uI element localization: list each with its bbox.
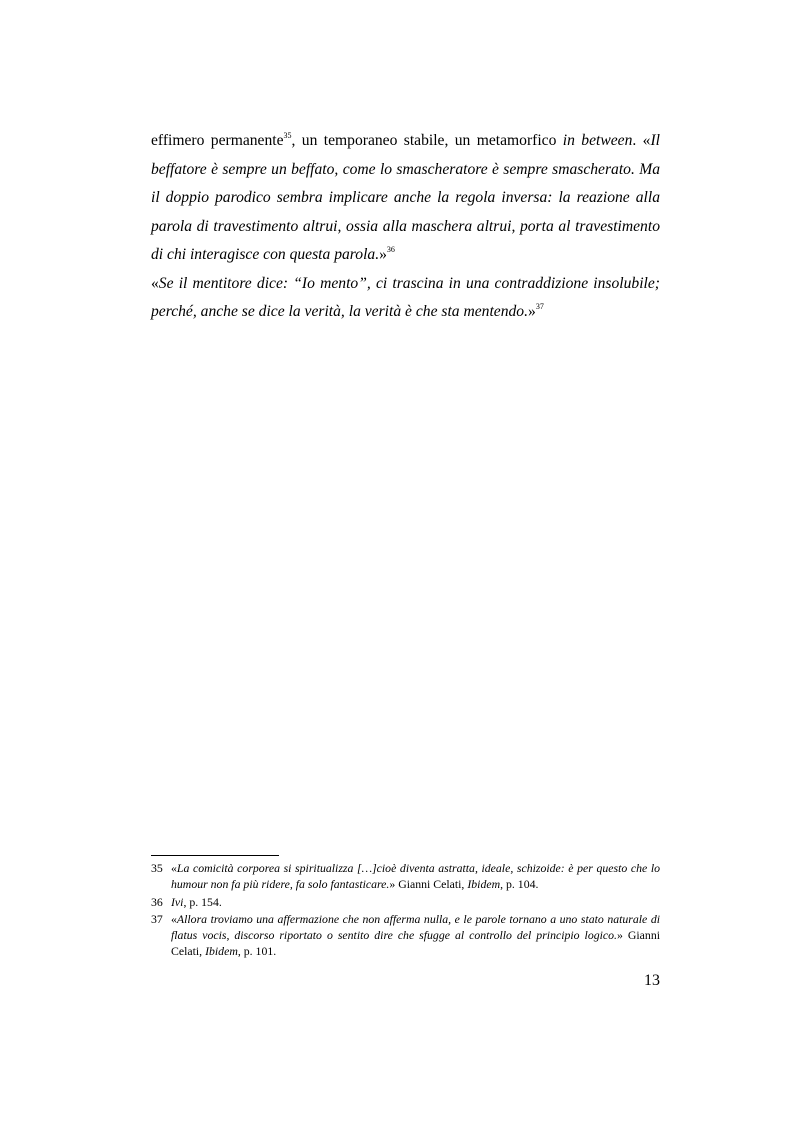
- italic-run: Ivi: [171, 894, 184, 909]
- text-run: «: [171, 911, 177, 926]
- paragraph-1: [151, 127, 660, 270]
- text-run: , p. 101.: [237, 944, 277, 959]
- text-run: «: [151, 274, 159, 292]
- italic-run: Ibidem: [205, 944, 238, 959]
- text-run: »: [528, 303, 536, 320]
- footnote-number: 36: [151, 894, 163, 909]
- italic-run: La comicità corporea si spiritualizza […]cioè diventa astratta, ideale, schizoide: è per questo che lo humour non fa più ridere, fa solo fantasticare.: [171, 861, 660, 892]
- footnote-ref-37[interactable]: 37: [535, 302, 544, 311]
- text-run: , p. 154.: [183, 894, 222, 909]
- quotation-italic: Se il mentitore dice: “Io mento”, ci trascina in una contraddizione insolubile; perché, anche se dice la verità, la verità è che sta mentendo.: [151, 274, 660, 320]
- text-run: , p. 104.: [500, 877, 539, 892]
- footnote-35: [151, 860, 660, 893]
- page-number: 13: [644, 972, 660, 989]
- text-run: , un temporaneo stabile, un metamorfico: [291, 132, 563, 149]
- footnote-number: 37: [151, 911, 163, 926]
- text-run: » Gianni Celati,: [171, 928, 660, 959]
- footnote-ref-36[interactable]: 36: [386, 245, 395, 254]
- italic-run: Ibidem: [467, 877, 501, 892]
- text-run: » Gianni Celati,: [389, 877, 468, 892]
- text-run: «: [171, 861, 177, 875]
- italic-run: in between: [562, 132, 633, 149]
- footnote-36: [151, 894, 660, 910]
- quotation-italic: Il beffatore è sempre un beffato, come lo smascheratore è sempre smascherato. Ma il doppio parodico sembra implicare anche la regola inversa: la reazione alla parola di travestimento altrui, ossia alla maschera altrui, porta al travestimento di chi interagisce con questa parola.: [151, 132, 660, 263]
- footnote-ref-35[interactable]: 35: [283, 131, 292, 140]
- paragraph-2: [151, 270, 660, 327]
- text-run: »: [379, 246, 387, 263]
- footnote-number: 35: [151, 861, 163, 875]
- footnotes: [151, 860, 660, 961]
- text-run: effimero permanente: [151, 132, 284, 149]
- italic-run: Allora troviamo una affermazione che non afferma nulla, e le parole tornano a uno stato naturale di flatus vocis, discorso riportato o sentito dire che sfugge al controllo del principio logico.: [171, 911, 660, 943]
- main-text: [151, 127, 660, 327]
- footnote-37: [151, 911, 660, 960]
- footnote-separator: [151, 855, 279, 856]
- text-run: . «: [632, 132, 651, 149]
